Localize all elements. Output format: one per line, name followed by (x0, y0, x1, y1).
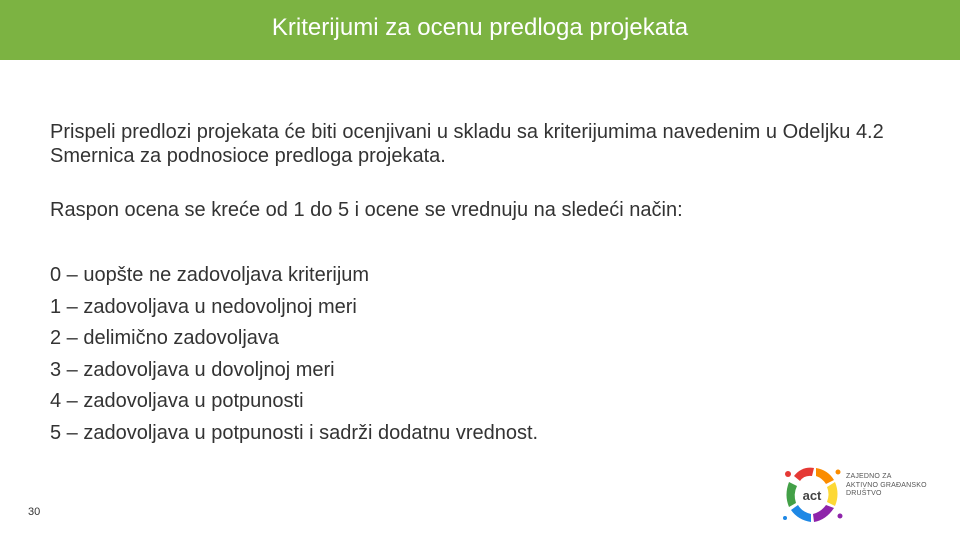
logo-line-2: AKTIVNO GRAĐANSKO (846, 481, 927, 489)
act-logo-icon (780, 462, 844, 528)
scale-item-0: 0 – uopšte ne zadovoljava kriterijum (50, 264, 370, 286)
scale-item-4: 4 – zadovoljava u potpunosti (50, 390, 304, 413)
slide-title: Kriterijumi za ocenu predloga projekata (271, 14, 689, 41)
act-mark-text: act (802, 488, 822, 503)
scale-item-5: 5 – zadovoljava u potpunosti i sadrži dodatnu vrednost. (50, 421, 539, 444)
logo-line-3: DRUŠTVO (846, 490, 882, 497)
range-paragraph: Raspon ocena se kreće od 1 do 5 i ocene se vrednuju na sledeći način: (50, 199, 683, 221)
scale-item-1: 1 – zadovoljava u nedovoljnoj meri (50, 295, 357, 318)
slide-content (50, 120, 930, 450)
scale-item-2: 2 – delimično zadovoljava (50, 327, 280, 350)
rating-scale-list (50, 260, 930, 450)
page-number: 30 (28, 506, 41, 518)
intro-paragraph: Prispeli predlozi projekata će biti ocenjivani u skladu sa kriterijumima navedenim u Odeljku 4.2 Smernica za podnosioce predloga projekata. (50, 121, 884, 167)
logo-caption (846, 473, 927, 499)
act-logo (780, 462, 940, 528)
title-bar (0, 0, 960, 60)
logo-line-1: ZAJEDNO ZA (846, 473, 892, 480)
scale-item-3: 3 – zadovoljava u dovoljnoj meri (50, 358, 335, 381)
